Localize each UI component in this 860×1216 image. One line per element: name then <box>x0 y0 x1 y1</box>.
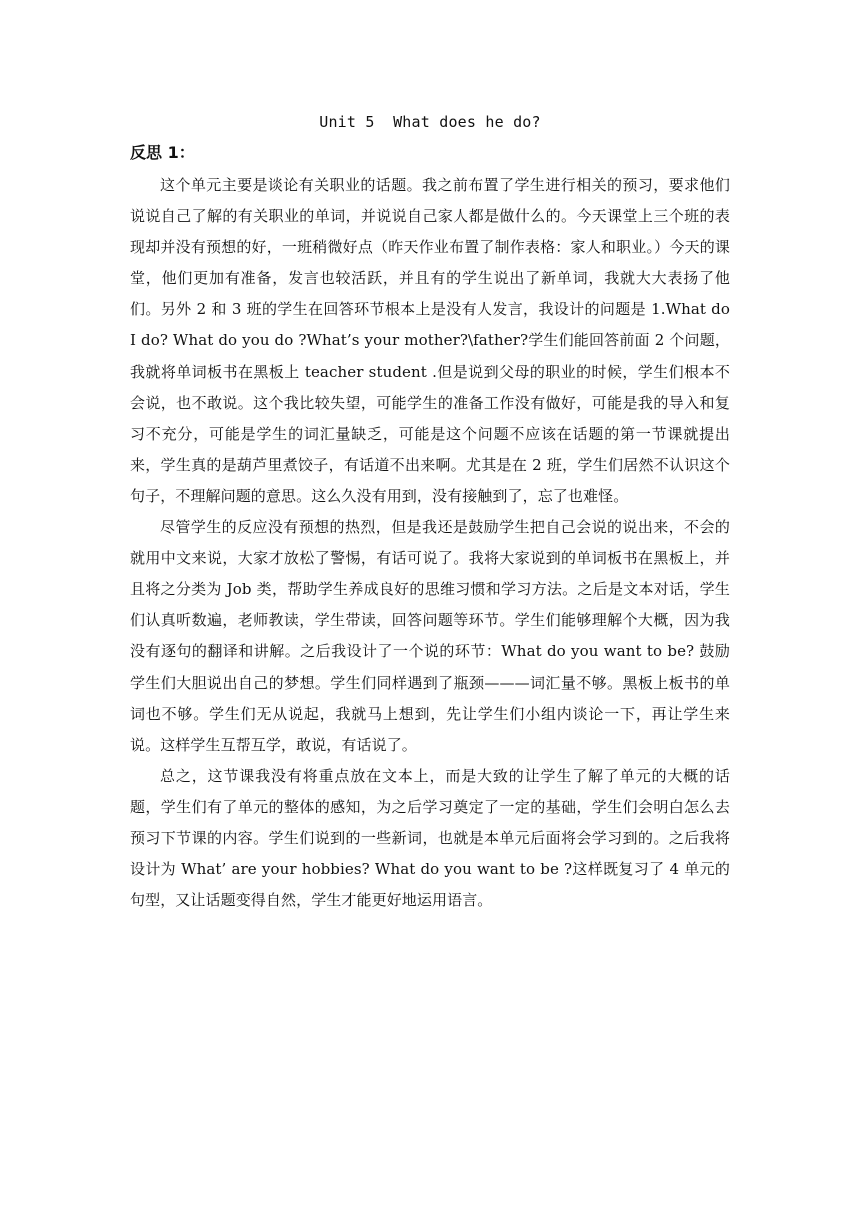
paragraph-3: 总之，这节课我没有将重点放在文本上，而是大致的让学生了解了单元的大概的话题，学生们有了单元的整体的感知，为之后学习奠定了一定的基础，学生们会明白怎么去预习下节课的内容。学生们说到的一些新词，也就是本单元后面将会学习到的。之后我将设计为 What’ are your hobbies? What do you want to be ?这样既复习了 4 单元的句型，又让话题变得自然，学生才能更好地运用语言。 <box>130 766 730 910</box>
document-title: Unit 5 What does he do? <box>319 113 541 131</box>
document-body <box>130 108 730 916</box>
reflection-heading: 反思 1： <box>130 143 195 162</box>
paragraph-1: 这个单元主要是谈论有关职业的话题。我之前布置了学生进行相关的预习，要求他们说说自己了解的有关职业的单词，并说说自己家人都是做什么的。今天课堂上三个班的表现却并没有预想的好，一班稍微好点（昨天作业布置了制作表格：家人和职业。）今天的课堂，他们更加有准备，发言也较活跃，并且有的学生说出了新单词，我就大大表扬了他们。另外 2 和 3 班的学生在回答环节根本上是没有人发言，我设计的问题是 1.What do I do? What do you do ?What’s your mother?\father?学生们能回答前面 2 个问题，我就将单词板书在黑板上 teacher student .但是说到父母的职业的时候，学生们根本不会说，也不敢说。这个我比较失望，可能学生的准备工作没有做好，可能是我的导入和复习不充分，可能是学生的词汇量缺乏，可能是这个问题不应该在话题的第一节课就提出来，学生真的是葫芦里煮饺子，有话道不出来啊。尤其是在 2 班，学生们居然不认识这个句子，不理解问题的意思。这么久没有用到，没有接触到了，忘了也难怪。 <box>130 176 730 505</box>
paragraph-2: 尽管学生的反应没有预想的热烈，但是我还是鼓励学生把自己会说的说出来，不会的就用中文来说，大家才放松了警惕，有话可说了。我将大家说到的单词板书在黑板上，并且将之分类为 Job 类，帮助学生养成良好的思维习惯和学习方法。之后是文本对话，学生们认真听数遍，老师教读，学生带读，回答问题等环节。学生们能够理解个大概，因为我没有逐句的翻译和讲解。之后我设计了一个说的环节：What do you want to be? 鼓励学生们大胆说出自己的梦想。学生们同样遇到了瓶颈———词汇量不够。黑板上板书的单词也不够。学生们无从说起，我就马上想到，先让学生们小组内谈论一下，再让学生来说。这样学生互帮互学，敢说，有话说了。 <box>130 518 730 754</box>
